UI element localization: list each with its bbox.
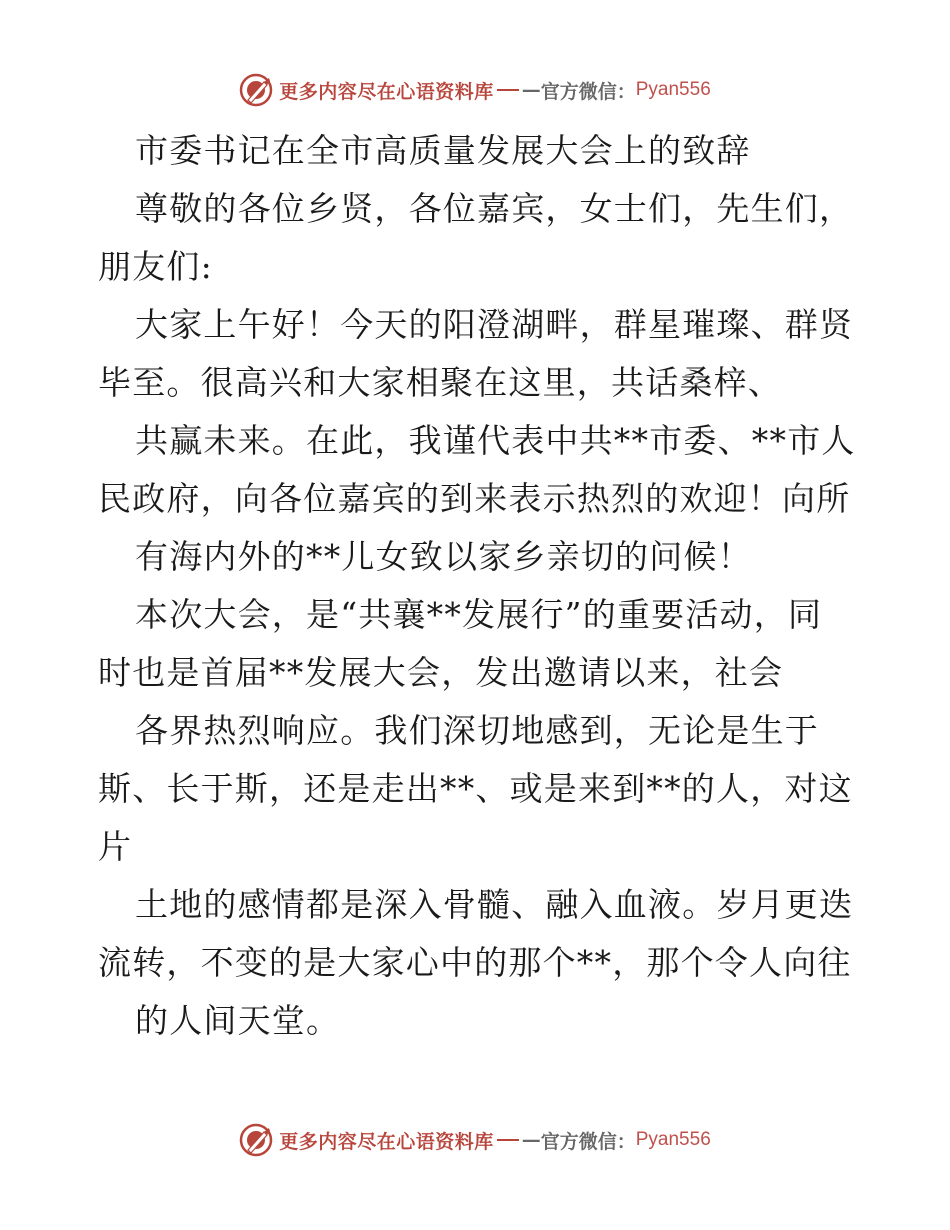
pen-logo-icon xyxy=(239,1123,273,1157)
pen-logo-icon xyxy=(239,73,273,107)
watermark-separator: — xyxy=(521,1129,541,1151)
text-line: 大家上午好！今天的阳澄湖畔，群星璀璨、群贤 xyxy=(135,305,854,344)
watermark-wechat-label: 官方微信： xyxy=(540,80,636,103)
text-line: 斯、长于斯，还是走出**、或是来到**的人，对这 xyxy=(98,769,853,808)
text-line: 毕至。很高兴和大家相聚在这里，共话桑梓、 xyxy=(98,363,782,402)
watermark-wechat-id: Pyan556 xyxy=(635,1129,711,1150)
text-line: 本次大会，是“共襄**发展行”的重要活动，同 xyxy=(135,595,823,634)
watermark-separator: — xyxy=(521,79,541,101)
watermark-wechat-id: Pyan556 xyxy=(635,79,711,100)
text-line: 土地的感情都是深入骨髓、融入血液。岁月更迭 xyxy=(135,885,854,924)
watermark-wechat-label: 官方微信： xyxy=(540,1130,636,1153)
watermark-text: 更多内容尽在心语资料库 xyxy=(279,80,494,103)
watermark-text: 更多内容尽在心语资料库 xyxy=(279,1130,494,1153)
watermark-divider xyxy=(497,1139,519,1141)
text-line: 的人间天堂。 xyxy=(135,1001,341,1040)
watermark-divider xyxy=(497,89,519,91)
footer-watermark xyxy=(0,1120,950,1160)
text-line: 尊敬的各位乡贤，各位嘉宾，女士们，先生们， xyxy=(135,189,854,228)
text-line: 有海内外的**儿女致以家乡亲切的问候！ xyxy=(135,537,752,576)
text-line: 共赢未来。在此，我谨代表中共**市委、**市人 xyxy=(135,421,856,460)
document-title: 市委书记在全市高质量发展大会上的致辞 xyxy=(135,131,751,170)
text-line: 各界热烈响应。我们深切地感到，无论是生于 xyxy=(135,711,819,750)
text-line: 时也是首届**发展大会，发出邀请以来，社会 xyxy=(98,653,784,692)
text-line: 民政府，向各位嘉宾的到来表示热烈的欢迎！向所 xyxy=(98,479,851,518)
text-line: 流转，不变的是大家心中的那个**，那个令人向往 xyxy=(98,943,852,982)
header-watermark xyxy=(0,70,950,110)
text-line: 朋友们: xyxy=(98,247,213,286)
text-line: 片 xyxy=(98,827,133,866)
document-body xyxy=(98,122,858,1050)
